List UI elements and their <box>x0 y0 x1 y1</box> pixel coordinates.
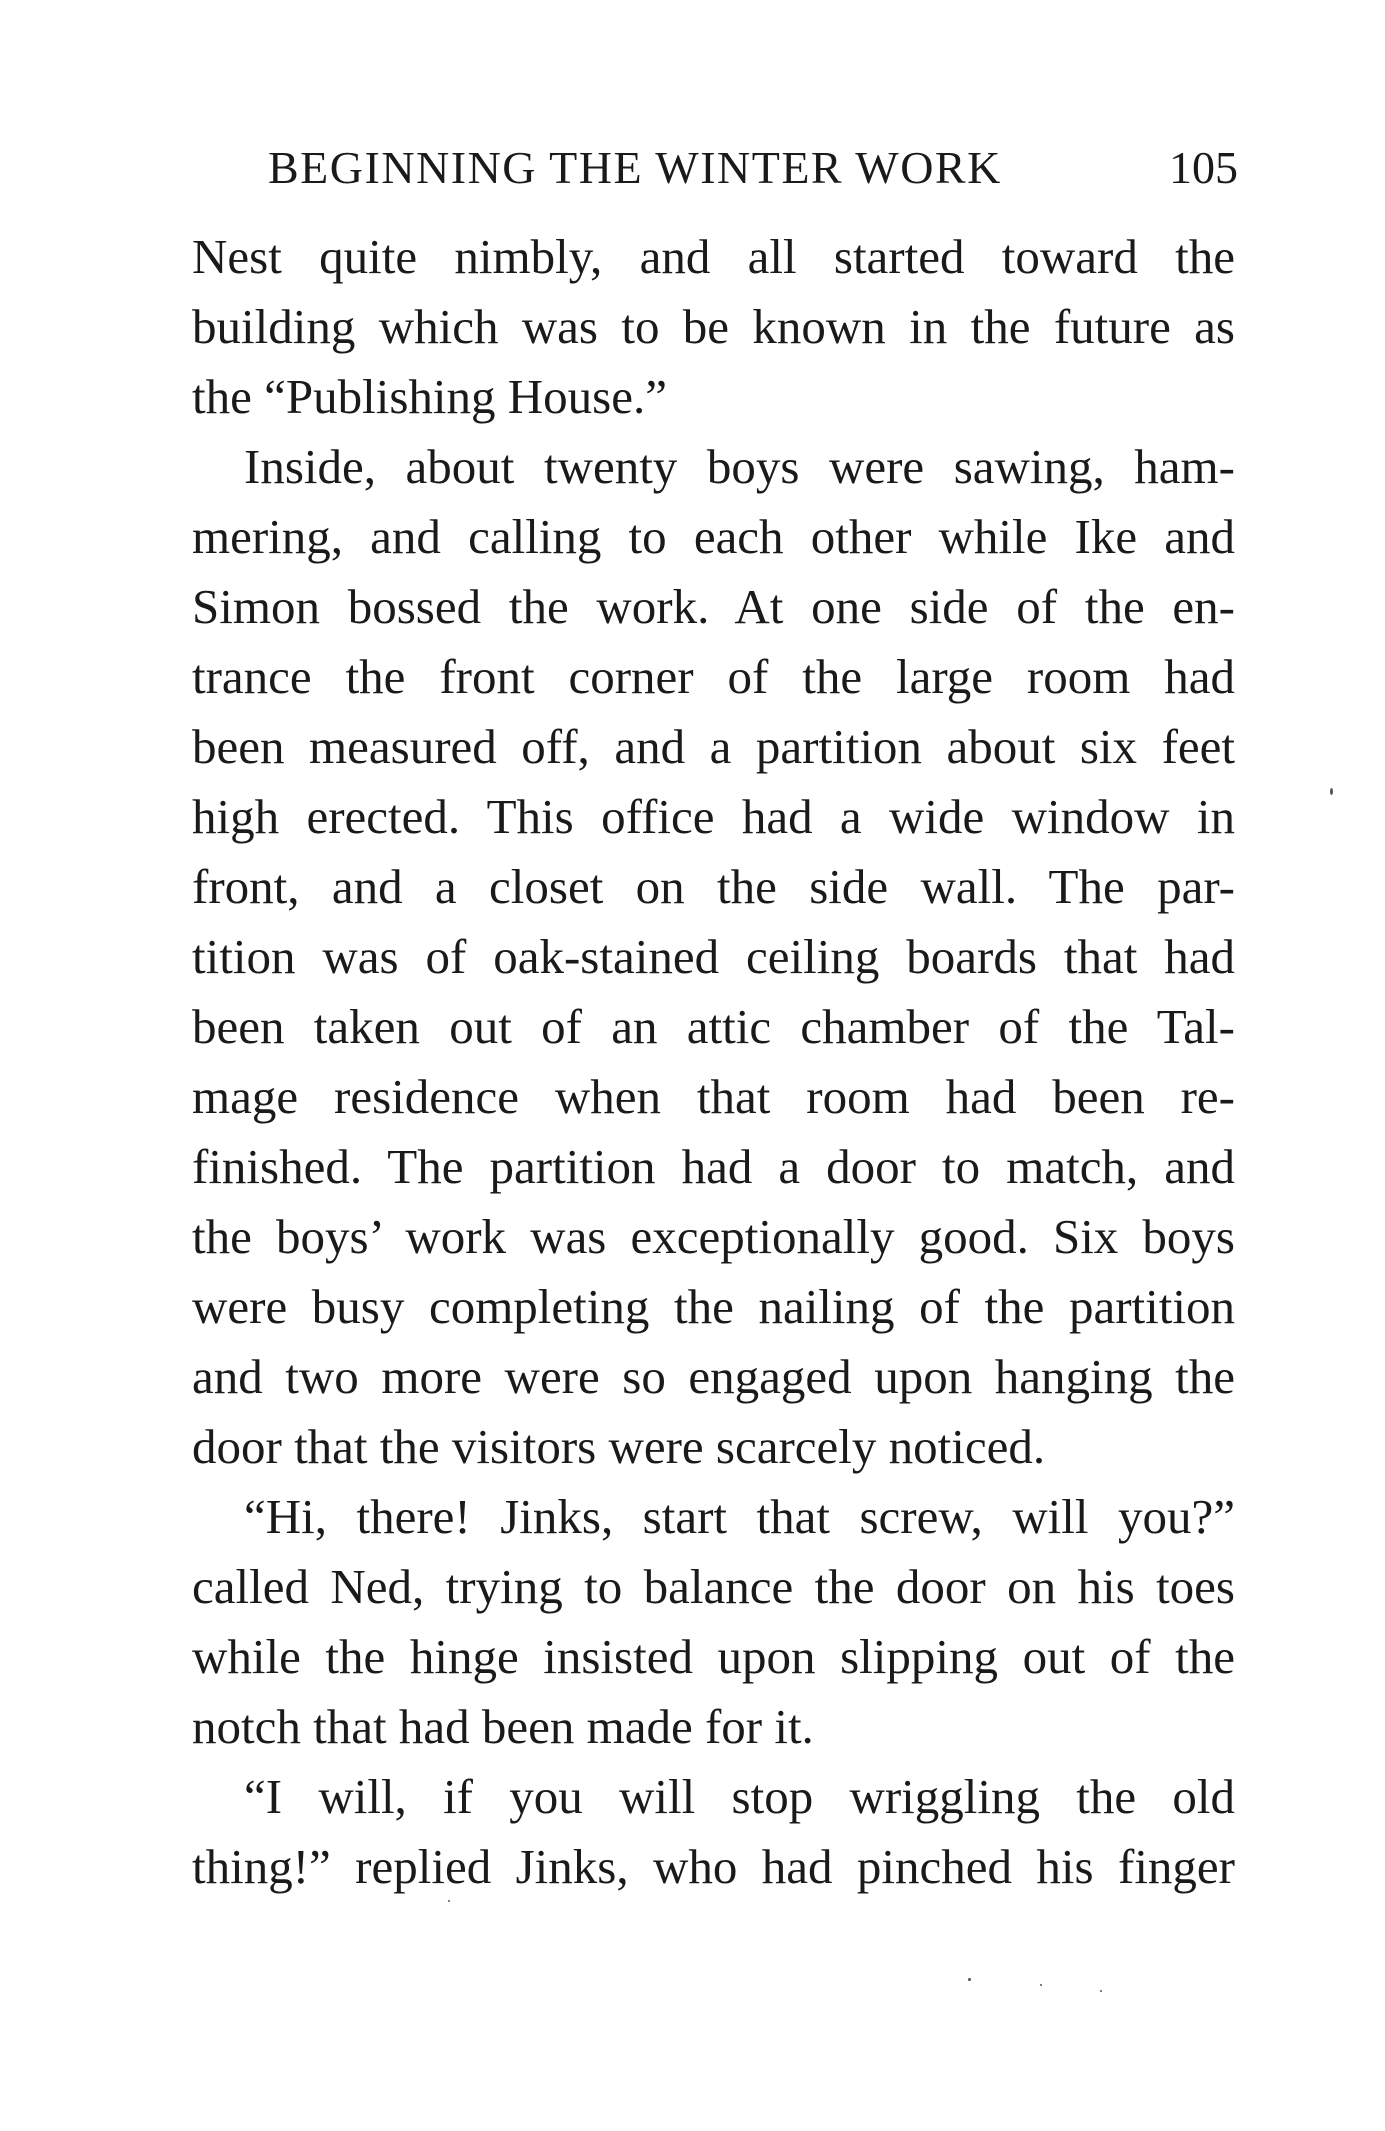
text-line: called Ned, trying to balance the door on his toes <box>192 1559 1235 1614</box>
scan-speck <box>968 1978 971 1981</box>
text-line: thing!” replied Jinks, who had pinched his finger <box>192 1839 1235 1894</box>
text-line: the “Publishing House.” <box>192 369 667 424</box>
chapter-title: BEGINNING THE WINTER WORK <box>268 142 1002 193</box>
text-line: mage residence when that room had been re- <box>192 1069 1235 1124</box>
text-line: Simon bossed the work. At one side of the en- <box>192 579 1235 634</box>
scan-speck <box>1330 788 1333 795</box>
text-line: door that the visitors were scarcely noticed. <box>192 1419 1046 1474</box>
text-line: Nest quite nimbly, and all started toward the <box>192 229 1235 284</box>
scan-speck <box>1100 1990 1102 1992</box>
text-line: notch that had been made for it. <box>192 1699 814 1754</box>
scan-speck <box>1040 1984 1042 1986</box>
text-line: trance the front corner of the large room had <box>192 649 1235 704</box>
text-line: finished. The partition had a door to match, and <box>192 1139 1235 1194</box>
paragraph-first-line: “I will, if you will stop wriggling the old <box>244 1769 1235 1824</box>
paragraph-first-line: “Hi, there! Jinks, start that screw, will you?” <box>244 1489 1235 1544</box>
text-line: high erected. This office had a wide window in <box>192 789 1235 844</box>
text-line: while the hinge insisted upon slipping out of the <box>192 1629 1235 1684</box>
text-line: been taken out of an attic chamber of the Tal- <box>192 999 1235 1054</box>
text-line: the boys’ work was exceptionally good. Six boys <box>192 1209 1235 1264</box>
text-line: building which was to be known in the future as <box>192 299 1235 354</box>
paragraph-first-line: Inside, about twenty boys were sawing, ham- <box>244 439 1235 494</box>
running-head <box>268 138 1238 198</box>
text-line: mering, and calling to each other while Ike and <box>192 509 1235 564</box>
body-text <box>192 222 1235 1902</box>
text-line: and two more were so engaged upon hanging the <box>192 1349 1235 1404</box>
text-line: were busy completing the nailing of the partition <box>192 1279 1235 1334</box>
page-number: 105 <box>1169 142 1238 193</box>
text-line: tition was of oak-stained ceiling boards that had <box>192 929 1235 984</box>
scan-speck <box>448 1900 450 1902</box>
text-line: been measured off, and a partition about six feet <box>192 719 1235 774</box>
text-line: front, and a closet on the side wall. The par- <box>192 859 1235 914</box>
